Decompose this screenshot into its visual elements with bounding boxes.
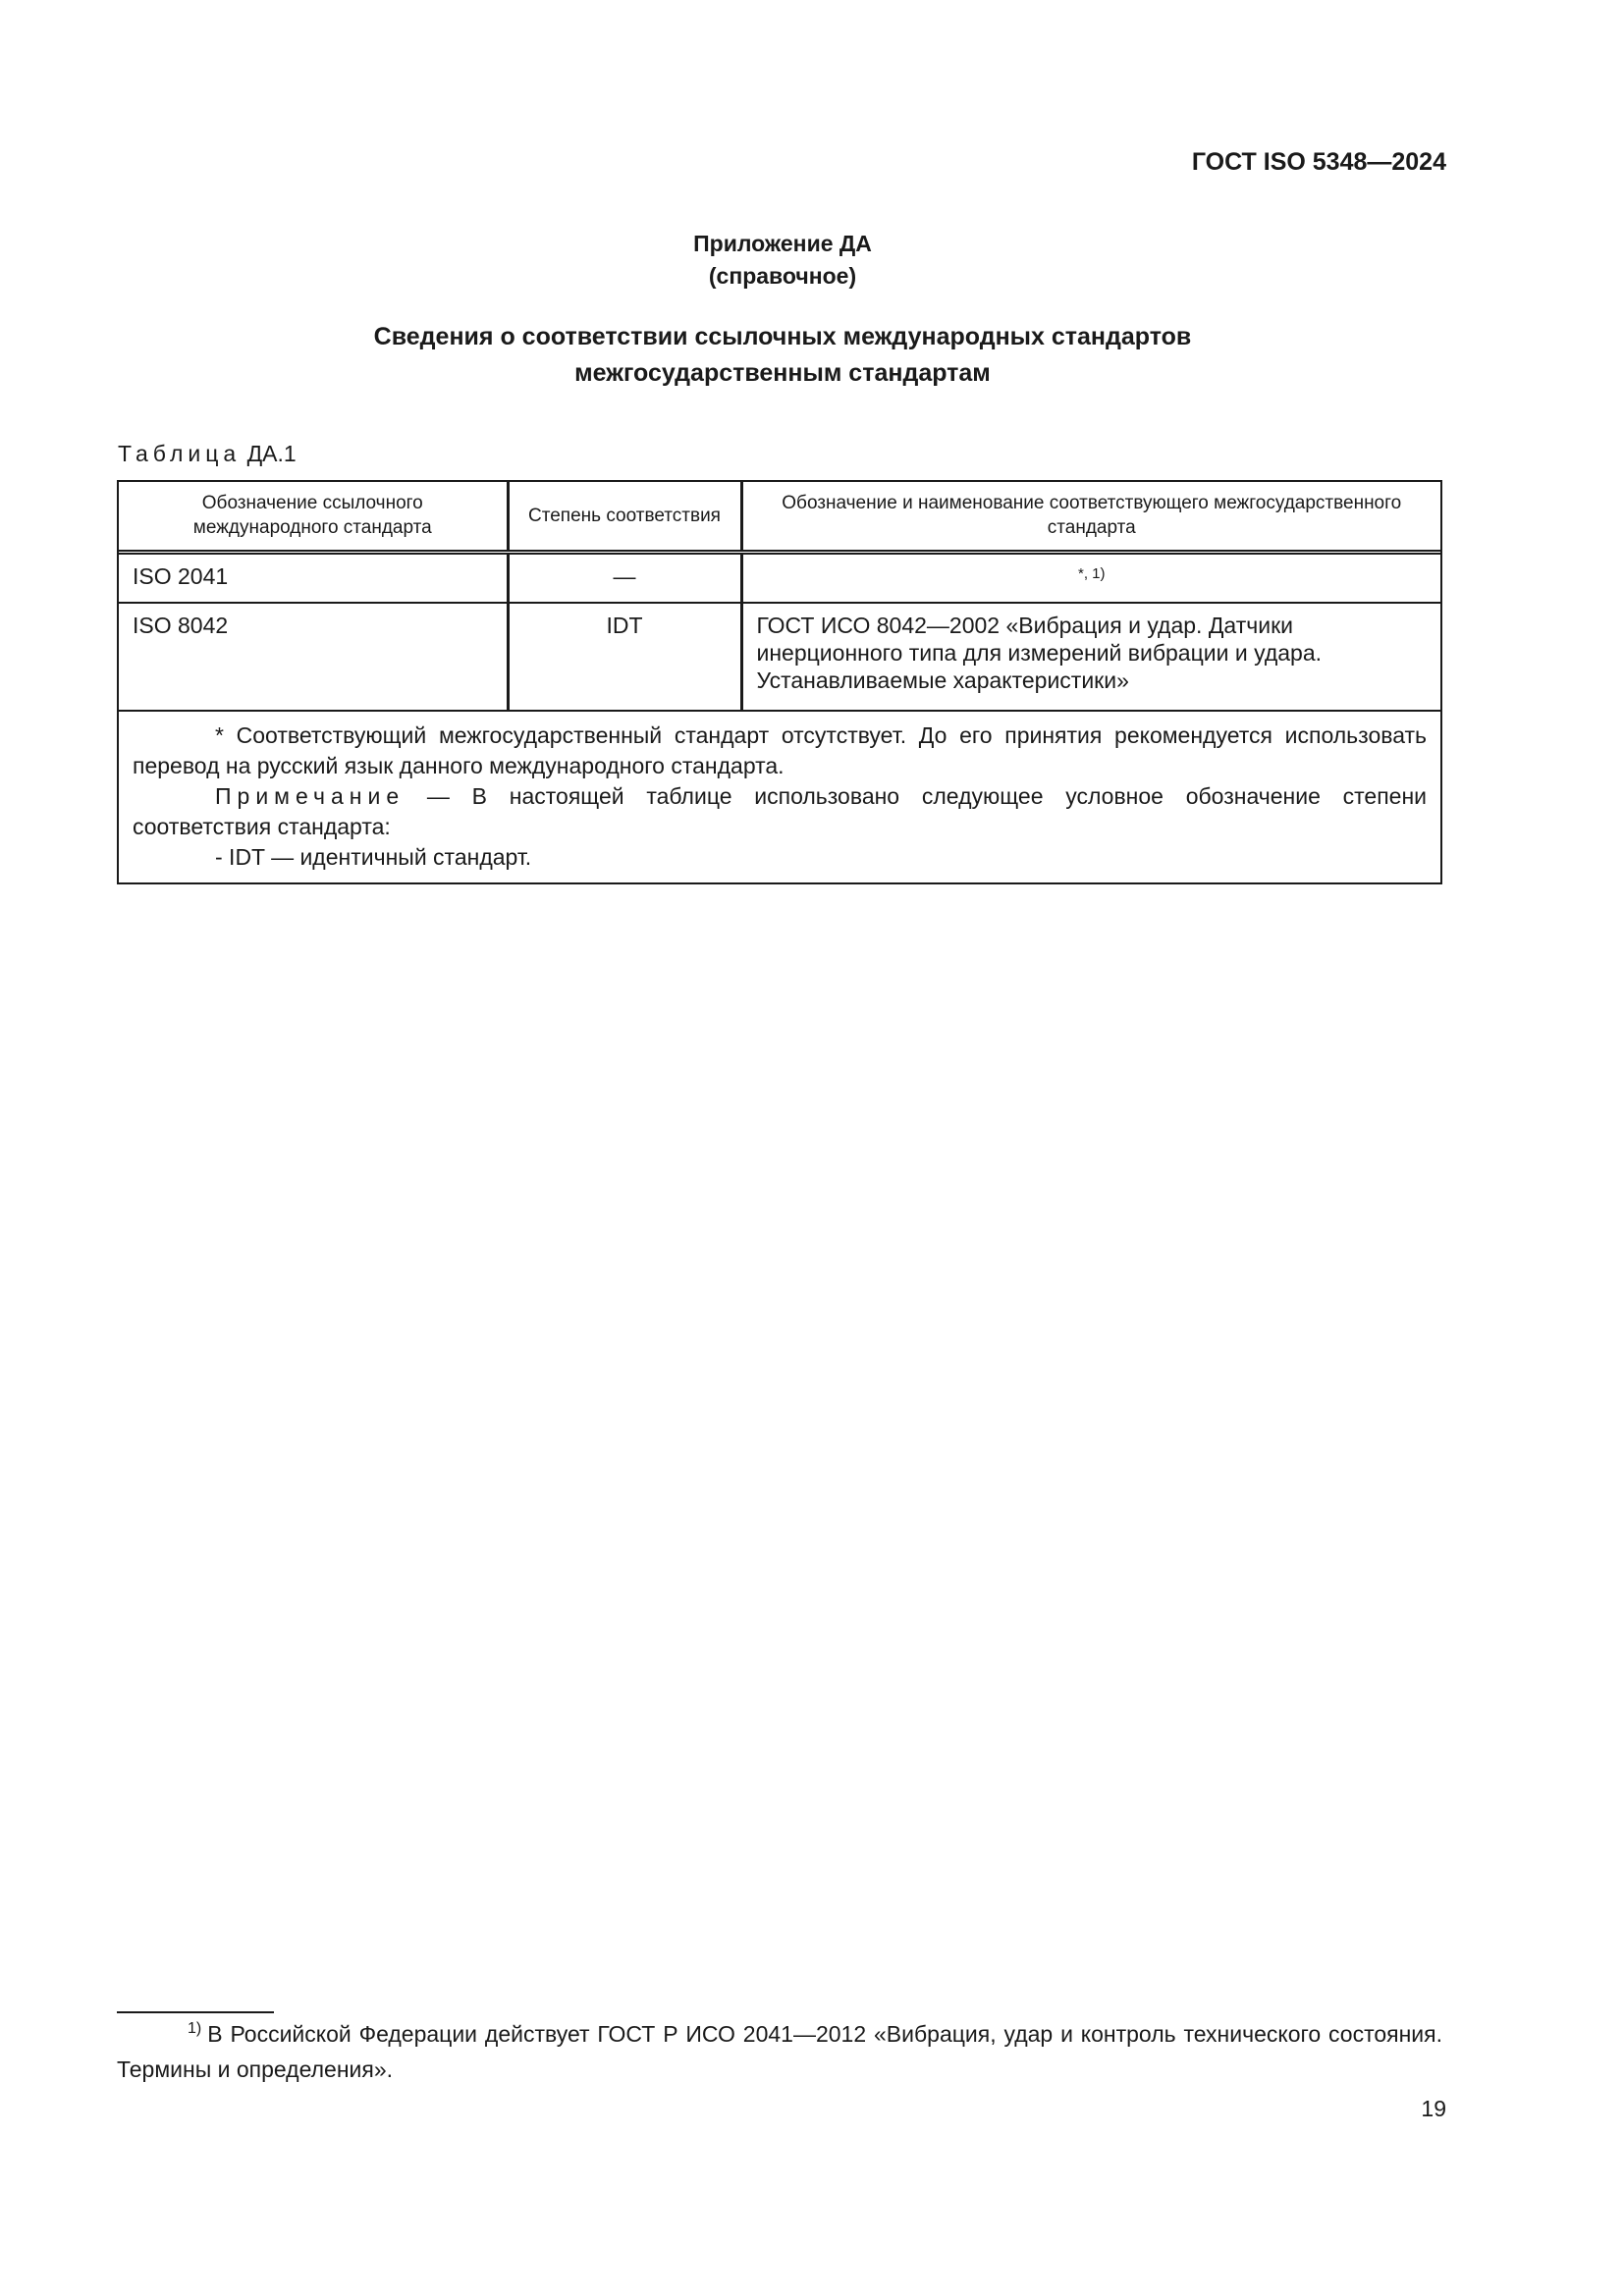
note-label: Примечание [215,783,406,810]
footnote-separator [117,2011,274,2013]
cell-national-standard [741,552,1440,603]
table-caption-number: ДА.1 [246,441,297,466]
cell-degree: — [508,552,741,603]
table-row [119,603,1440,711]
page-footnote-text: В Российской Федерации действует ГОСТ Р ИСО 2041—2012 «Вибрация, удар и контроль технического состояния. Термины и определения». [117,2021,1442,2082]
page-number: 19 [1421,2096,1446,2121]
page-footnote-ref: 1) [188,2020,202,2037]
annex-title-line-2: межгосударственным стандартам [574,359,991,387]
table-caption-word: Таблица [118,441,242,466]
table-header-row [119,482,1440,552]
document-code: ГОСТ ISO 5348—2024 [1191,148,1446,176]
table-row [119,552,1440,603]
header-degree: Степень соответствия [508,482,741,552]
annex-label: Приложение ДА [693,231,872,256]
annex-kind: (справочное) [708,263,857,289]
reference-table-grid [119,482,1440,712]
header-international-standard: Обозначение ссылочного международного стандарта [119,482,508,552]
table-footnote-star: * Соответствующий межгосударственный стандарт отсутствует. До его принятия рекомендуется использовать перевод на русский язык данного международного стандарта. [133,722,1427,779]
cell-international-standard: ISO 8042 [119,603,508,711]
table-caption [118,441,297,467]
cell-national-standard: ГОСТ ИСО 8042—2002 «Вибрация и удар. Датчики инерционного типа для измерений вибрации и удара. Устанавливаемые характеристики» [741,603,1440,711]
reference-table [117,480,1442,884]
footnote-mark: *, 1) [1077,564,1106,582]
page-footnote [117,2018,1442,2085]
header-national-standard: Обозначение и наименование соответствующего межгосударственного стандарта [741,482,1440,552]
note-text: — В настоящей таблице использовано следующее условное обозначение степени соответствия стандарта: [133,783,1427,840]
table-footnotes [119,712,1440,882]
annex-title-line-1: Сведения о соответствии ссылочных международных стандартов [373,323,1192,350]
note-item: - IDT — идентичный стандарт. [215,844,532,871]
annex-heading [0,228,1565,293]
table-note [133,781,1427,842]
cell-degree: IDT [508,603,741,711]
cell-international-standard: ISO 2041 [119,552,508,603]
annex-title [0,319,1565,392]
